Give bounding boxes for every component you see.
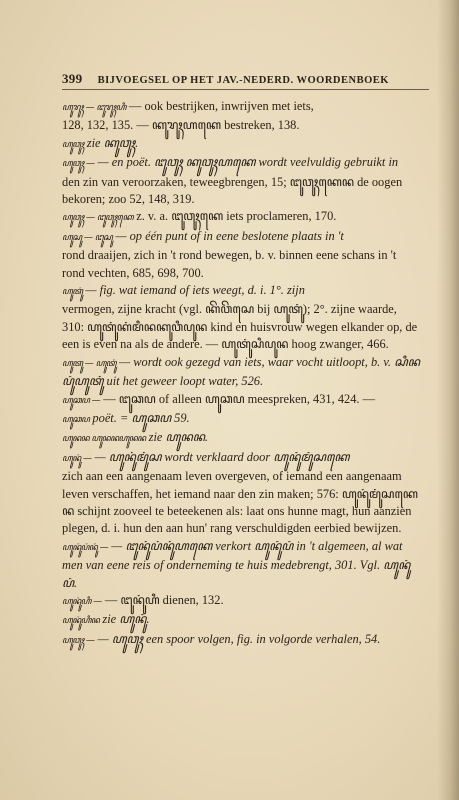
entry-text: — op één punt of in eene beslotene plaats in 't	[115, 228, 344, 243]
page-fold-shadow	[437, 0, 459, 800]
javanese-headword: ꦲꦸꦤꦸꦁꦲꦶ —	[62, 596, 102, 607]
javanese-headword: ꦲꦸꦮꦸꦃ	[62, 139, 84, 150]
entry-text: — en poët. ꦔꦸꦮꦸꦃ ꦏꦸꦮꦸꦃꦲꦏꦺ wordt veelvuldig gebruikt in	[97, 155, 399, 170]
entry-line-10	[62, 301, 422, 353]
entry-line-4	[62, 154, 422, 173]
javanese-headword: ꦲꦸꦫꦸꦃ — ꦔꦸꦫꦸꦃꦲꦶ	[62, 103, 126, 113]
javanese-headword: ꦲꦸꦤꦸꦁꦥꦁꦤꦸꦁ —	[62, 542, 109, 553]
entry-line-17	[62, 538, 422, 592]
entry-text: poët. = ꦲꦸꦕꦥ 59.	[92, 410, 190, 425]
javanese-headword: ꦲꦸꦮꦸꦃ — ꦔꦸꦮꦸꦃꦏꦺ	[62, 213, 134, 224]
entry-line-1	[62, 98, 422, 117]
entry-text: — ꦔꦸꦤꦸꦁꦥꦁꦤꦸꦁꦲꦏꦺ verkort ꦲꦸꦤꦸꦁꦥꦁ in 't algemeen, al wat men van eene reis of onderneming te huis medebrengt, 301. Vgl. ꦲꦸꦤꦸꦁꦥꦁ.	[62, 538, 411, 590]
entry-text: zich aan een aangenaam leven overgeven, of iemand een aangenaam leven verschaffen, het iemand naar den zin maken; 576: ꦲꦸꦤꦸꦁꦩꦸꦁꦱꦏꦺꦤ schijnt zooveel te beteekenen als: laat ons hunne magt, hun aanzien plegen, d. i. hun den aan hun' rang verschuldigden eerbied bewijzen.	[62, 469, 418, 536]
entry-text: — ook bestrijken, inwrijven met iets,	[128, 99, 314, 113]
entry-text: vermogen, zijne kracht (vgl. ꦏꦼꦮꦼꦱꦺ bij ꦲꦸꦠꦸꦁ); 2°. zijne waarde, 310: ꦲꦸꦠꦸꦁꦏꦁꦩꦶꦤꦏꦸꦮꦶꦥꦸꦤ kind en huisvrouw wegen elkander op, de een is even na als de andere. — ꦲꦸꦠꦸꦁꦱꦶꦥꦸꦤ hoog zwanger, 466.	[62, 302, 418, 352]
entry-text: zie ꦲꦸꦤꦤ.	[148, 430, 208, 445]
entry-text: rond draaijen, zich in 't rond bewegen, b. v. binnen eene schans in 't rond vechten, 685, 698, 700.	[62, 248, 397, 280]
entry-line-12	[62, 391, 422, 410]
entry-text: — ꦲꦸꦤꦸꦁꦩꦸꦁꦱ wordt verklaard door ꦲꦸꦤꦸꦁꦩꦸꦁꦱꦏꦺ	[94, 449, 350, 464]
entry-text: z. v. a. ꦔꦸꦮꦸꦃꦏꦺ iets proclameren, 170.	[136, 209, 337, 224]
running-header	[62, 71, 431, 87]
entry-line-16	[62, 468, 422, 538]
entry-line-6	[62, 208, 422, 227]
entry-line-19	[62, 611, 422, 630]
javanese-headword: ꦲꦸꦤꦸꦁꦲꦶꦤ	[62, 616, 100, 627]
entry-text: zie ꦏꦸꦮꦸꦃ.	[86, 135, 139, 150]
running-title: BIJVOEGSEL OP HET JAV.-NEDERD. WOORDENBOEK	[97, 75, 389, 86]
entry-line-2	[62, 117, 422, 134]
header-rule	[62, 89, 429, 90]
page-number: 399	[62, 71, 83, 86]
entry-text: zie ꦲꦸꦤꦸꦁ.	[102, 612, 150, 627]
javanese-headword: ꦲꦸꦤꦤ ꦲꦸꦤꦤꦲꦸꦤꦤ	[62, 434, 146, 445]
entry-text: — fig. wat iemand of iets weegt, d. i. 1°. zijn	[85, 283, 305, 298]
entry-line-5	[62, 174, 422, 209]
entry-text: — ꦔꦸꦕꦥ of alleen ꦲꦸꦕꦥ meespreken, 431, 424. —	[103, 391, 375, 406]
entry-text: 128, 132, 135. — ꦏꦸꦫꦸꦃꦲꦏꦺ bestreken, 138.	[62, 118, 300, 133]
javanese-headword: ꦲꦸꦕꦥ —	[62, 395, 101, 406]
javanese-headword: ꦲꦸꦱꦸ — ꦔꦸꦱꦸ	[62, 232, 113, 243]
dictionary-body	[62, 98, 422, 650]
entry-text: — wordt ook gezegd van iets, waar vocht uitloopt, b. v. ꦱꦶꦤꦥꦸꦁꦲꦸꦠꦸꦁ uit het geweer loopt water, 526.	[62, 354, 420, 389]
javanese-headword: ꦲꦸꦮꦸꦃ —	[62, 159, 95, 170]
entry-text: den zin van veroorzaken, teweegbrengen, 15; ꦔꦸꦮꦸꦃꦏꦺꦤ de oogen bekoren; zoo 52, 148, 319.	[62, 174, 403, 207]
entry-line-13	[62, 410, 422, 429]
javanese-headword: ꦲꦸꦠꦸ — ꦲꦸꦠꦸꦁ	[62, 358, 117, 369]
entry-line-15	[62, 449, 422, 468]
javanese-headword: ꦲꦸꦤꦸꦁ —	[62, 453, 92, 464]
entry-line-7	[62, 228, 422, 247]
entry-line-9	[62, 282, 422, 301]
javanese-headword: ꦲꦸꦮꦸꦃ —	[62, 635, 95, 646]
javanese-headword: ꦲꦸꦠꦸꦁ	[62, 287, 83, 298]
entry-text: — ꦲꦸꦮꦸꦃ een spoor volgen, fig. in volgorde verhalen, 54.	[97, 631, 381, 646]
entry-text: — ꦔꦸꦤꦸꦁꦲꦶ dienen, 132.	[104, 592, 224, 607]
entry-line-3	[62, 135, 422, 154]
entry-line-14	[62, 429, 422, 448]
entry-line-11	[62, 354, 422, 391]
entry-line-20	[62, 631, 422, 650]
entry-line-18	[62, 592, 422, 611]
entry-line-8	[62, 247, 422, 282]
javanese-headword: ꦲꦸꦕꦥ	[62, 414, 90, 425]
